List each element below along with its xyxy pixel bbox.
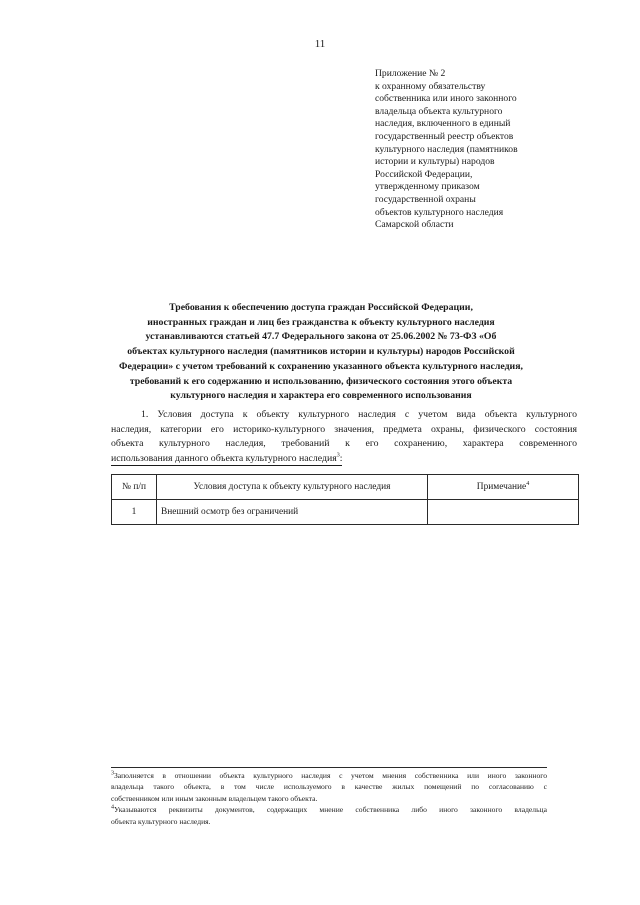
header-note	[428, 475, 579, 500]
title-line: объектах культурного наследия (памятников истории и культуры) народов Российской	[127, 346, 515, 358]
title-line: Требования к обеспечению доступа граждан Российской Федерации,	[169, 302, 473, 313]
footnote-line: владельца такого объекта, в том числе используемого в качестве жилых помещений по согласованию с	[111, 782, 547, 792]
appendix-line: к охранному обязательству	[375, 80, 486, 92]
paragraph-last-line: использования данного объекта культурного наследия$^3$:	[111, 453, 342, 467]
appendix-line: собственника или иного законного	[375, 93, 517, 105]
appendix-line: объектов культурного наследия	[375, 206, 504, 218]
footnote-divider	[111, 767, 547, 768]
row-note	[428, 500, 579, 525]
appendix-line: утвержденному приказом	[375, 181, 480, 193]
row-number: 1	[112, 500, 157, 525]
table-header-row	[112, 475, 579, 500]
appendix-line: истории и культуры) народов	[375, 156, 495, 168]
appendix-line: наследия, включенного в единый	[375, 118, 511, 130]
appendix-block	[375, 68, 590, 232]
document-title	[95, 301, 547, 404]
footnote-marker: 3	[111, 770, 114, 777]
title-line: культурного наследия и характера его современного использования	[170, 390, 472, 402]
footnote-marker: 4	[111, 804, 114, 811]
footnote-line: Заполняется в отношении объекта культурного наследия с учетом мнения собственника или иного законного	[114, 771, 547, 780]
appendix-line: владельца объекта культурного	[375, 105, 503, 117]
footnote-line: объекта культурного наследия.	[111, 816, 211, 826]
footnote-line: собственником или иным законным владельцем такого объекта.	[111, 793, 318, 803]
footnote-line: Указываются реквизиты документов, содержащих мнение собственника либо иного законного владельца	[114, 805, 547, 815]
footnotes	[111, 770, 547, 827]
row-condition: Внешний осмотр без ограничений	[157, 500, 428, 525]
header-number: № п/п	[112, 475, 157, 500]
paragraph-line: наследия, категории его историко-культурного значения, предмета охраны, физического состояния	[111, 423, 577, 435]
access-conditions-paragraph	[111, 408, 577, 466]
paragraph-line: 1. Условия доступа к объекту культурного наследия с учетом вида объекта культурного	[141, 409, 577, 420]
appendix-line: культурного наследия (памятников	[375, 143, 518, 155]
paragraph-line: объекта культурного наследия, требований к его сохранению, характера современного	[111, 438, 577, 450]
appendix-line: Приложение № 2	[375, 68, 446, 79]
title-line: требований к его содержанию и использованию, физического состояния этого объекта	[129, 375, 513, 387]
footnote-4	[111, 804, 547, 827]
title-line: иностранных граждан и лиц без гражданства к объекту культурного наследия	[147, 316, 495, 328]
header-condition: Условия доступа к объекту культурного наследия	[157, 475, 428, 500]
title-line: Федерации» с учетом требований к сохранению указанного объекта культурного наследия,	[119, 360, 523, 372]
access-conditions-table	[111, 474, 579, 525]
appendix-line: государственной охраны	[375, 193, 476, 205]
appendix-line: Российской Федерации,	[375, 168, 473, 180]
paragraph-line: использования данного объекта культурного наследия	[111, 452, 337, 464]
header-note-label: Примечание	[476, 482, 527, 492]
appendix-line: государственный реестр объектов	[375, 130, 514, 142]
footnote-ref-4: 4	[526, 480, 530, 487]
footnote-ref-3: 3	[336, 452, 340, 459]
title-line: устанавливаются статьей 47.7 Федерального закона от 25.06.2002 № 73-ФЗ «Об	[145, 331, 497, 343]
page-number: 11	[314, 38, 326, 50]
appendix-line: Самарской области	[375, 219, 454, 231]
footnote-3	[111, 770, 547, 804]
table-row	[112, 500, 579, 525]
